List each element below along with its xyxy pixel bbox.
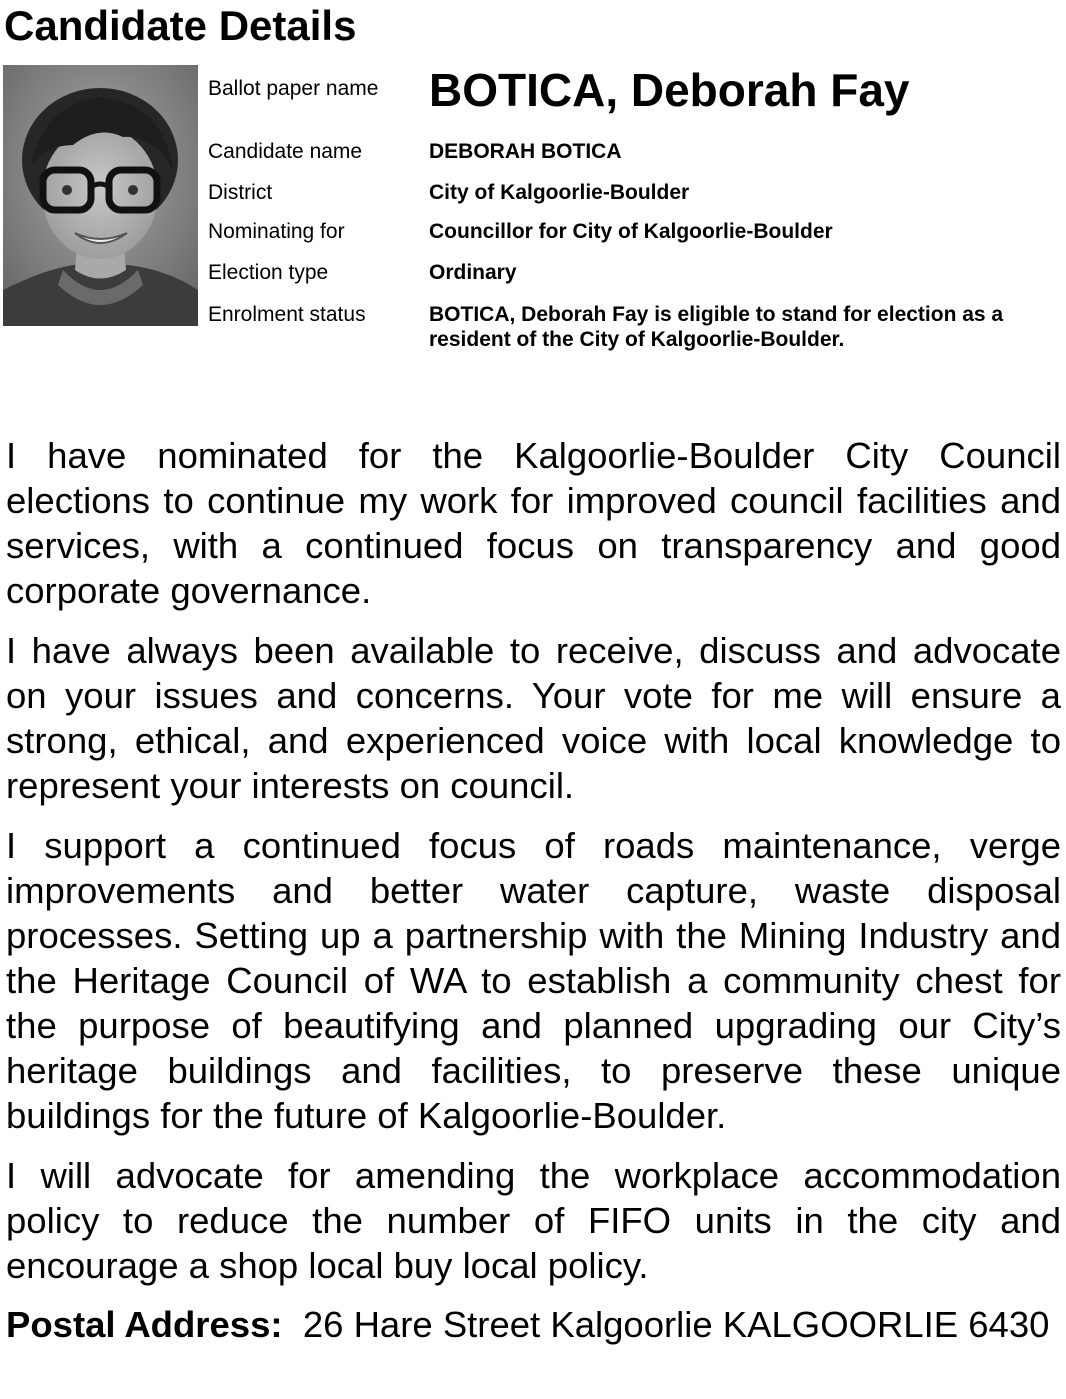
enrolment-status-label: Enrolment status <box>208 303 366 326</box>
statement-paragraph: I have nominated for the Kalgoorlie-Boulder City Council elections to continue my work for improved council facilities and services, with a continued focus on transparency and good corporate governance. <box>6 435 1061 611</box>
ballot-paper-name-label: Ballot paper name <box>208 77 379 100</box>
statement-paragraph: I have always been available to receive, discuss and advocate on your issues and concerns. Your vote for me will ensure a strong, ethical, and experienced voice with local knowledge to represent your interests on council. <box>6 630 1061 806</box>
candidate-name-value: DEBORAH BOTICA <box>429 140 622 163</box>
nominating-for-value: Councillor for City of Kalgoorlie-Boulder <box>429 220 833 243</box>
candidate-photo <box>3 65 198 326</box>
postal-address <box>6 1302 1061 1347</box>
ballot-paper-name-value: BOTICA, Deborah Fay <box>429 64 910 116</box>
postal-address-value: 26 Hare Street Kalgoorlie KALGOORLIE 6430 <box>302 1304 1050 1345</box>
portrait-icon <box>3 65 198 326</box>
election-type-value: Ordinary <box>429 261 517 284</box>
district-value: City of Kalgoorlie-Boulder <box>429 181 690 204</box>
district-label: District <box>208 181 273 204</box>
nominating-for-label: Nominating for <box>208 220 345 243</box>
statement-paragraph: I support a continued focus of roads maintenance, verge improvements and better water capture, waste disposal processes. Setting up a partnership with the Mining Industry and the Heritage Council of WA to establish a community chest for the purpose of beautifying and planned upgrading our City’s heritage buildings and facilities, to preserve these unique buildings for the future of Kalgoorlie-Boulder. <box>6 825 1061 1136</box>
statement-paragraph: I will advocate for amending the workplace accommodation policy to reduce the number of FIFO units in the city and encourage a shop local buy local policy. <box>6 1155 1061 1286</box>
election-type-label: Election type <box>208 261 329 284</box>
candidate-name-label: Candidate name <box>208 140 363 163</box>
enrolment-status-value: BOTICA, Deborah Fay is eligible to stand for election as a resident of the City of Kalgoorlie-Boulder. <box>429 303 1004 351</box>
page-title: Candidate Details <box>4 2 357 49</box>
candidate-statement <box>6 433 1061 1303</box>
postal-address-label: Postal Address: <box>6 1304 283 1345</box>
ballot-paper-name-row <box>208 60 1060 124</box>
